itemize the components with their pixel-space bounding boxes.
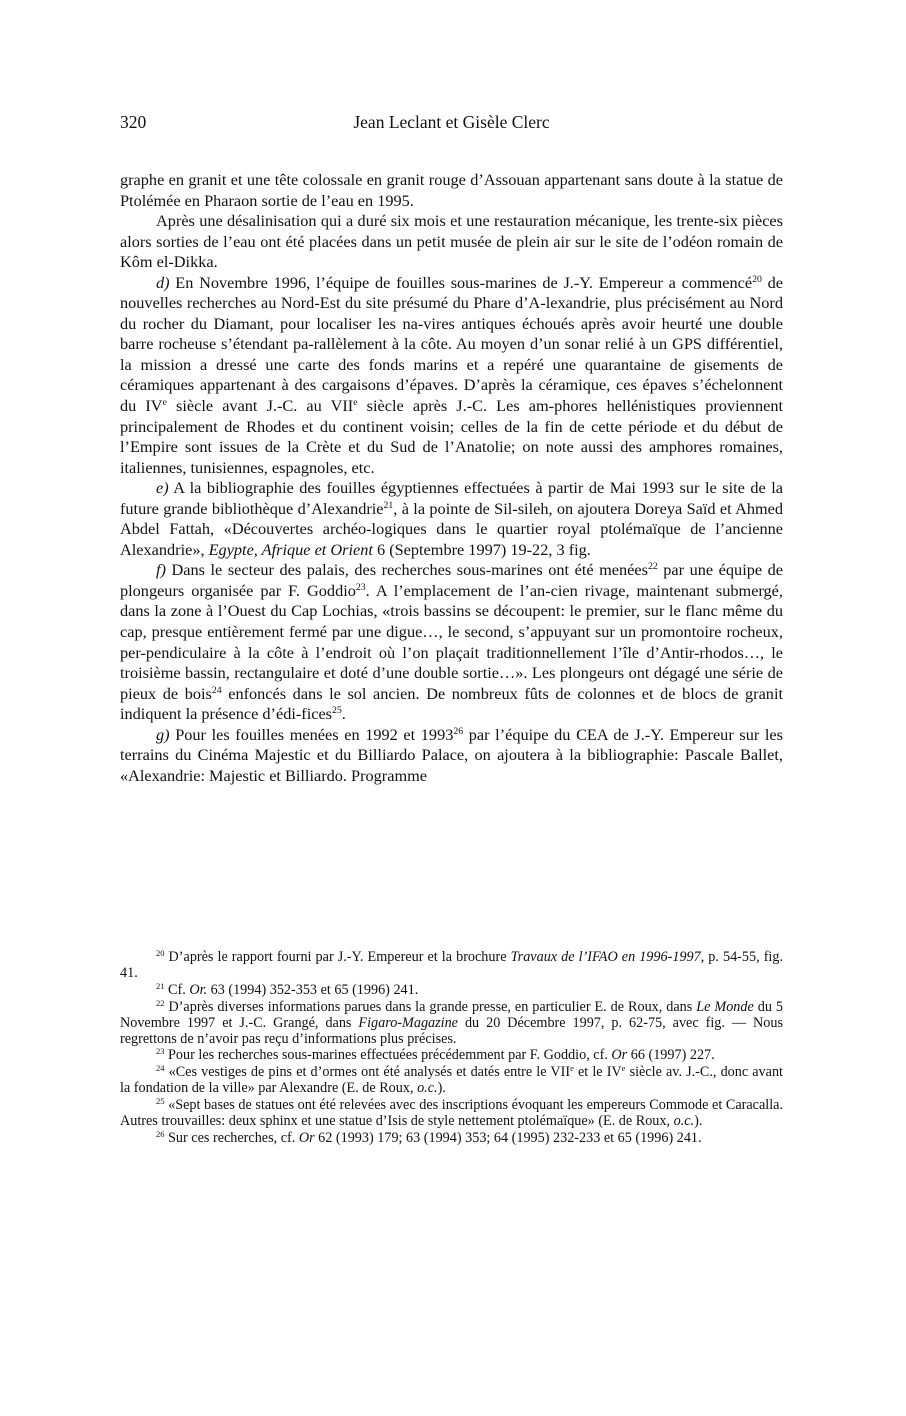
footnote-23: $^{23}$ Pour les recherches sous-marines effectuées précédemment par F. Goddio, cf. Or 66 (1997) 227.	[156, 1046, 715, 1064]
page-header	[120, 112, 783, 142]
footnotes	[120, 947, 784, 1148]
footnote-21: $^{21}$ Cf. Or. 63 (1994) 352-353 et 65 (1996) 241.	[156, 980, 419, 998]
footnote-20: $^{20}$ D’après le rapport fourni par J.-Y. Empereur et la brochure Travaux de l’IFAO en 1996-1997, p. 54-55, fig. 41.	[120, 947, 784, 981]
paragraph: e) A la bibliographie des fouilles égyptiennes effectuées à partir de Mai 1993 sur le site de la future grande bibliothèque d’Alexandrie$^{21}$, à la pointe de Sil-sileh, on ajoutera Doreya Saïd et Ahmed Abdel Fattah, «Découvertes archéo-logiques dans le quartier royal ptolémaïque de l’ancienne Alexandrie», Egypte, Afrique et Orient 6 (Septembre 1997) 19-22, 3 fig.	[120, 478, 784, 559]
running-head: Jean Leclant et Gisèle Clerc	[353, 112, 550, 132]
footnote-24: $^{24}$ «Ces vestiges de pins et d’ormes ont été analysés et datés entre le VIIe et le IVe siècle av. J.-C., donc avant la fondation de la ville» par Alexandre (E. de Roux, o.c.).	[120, 1063, 783, 1097]
paragraph: f) Dans le secteur des palais, des recherches sous-marines ont été menées$^{22}$ par une équipe de plongeurs organisée par F. Goddio$^{23}$. A l’emplacement de l’an-cien rivage, maintenant submergé, dans la zone à l’Ouest du Cap Lochias, «trois bassins se découpent: le premier, sur le flanc même du cap, presque entièrement fermé par une digue…, le second, s’appuyant sur un promontoire rocheux, per-pendiculaire à la côte à l’endroit où l’on plaçait traditionnellement l’île d’Antir-rhodos…, le troisième bassin, rectangulaire et doté d’une double sortie…». Les plongeurs ont dégagé une série de pieux de bois$^{24}$ enfoncés dans le sol ancien. De nombreux fûts de colonnes et de blocs de granit indiquent la présence d’édi-fices$^{25}$.	[120, 560, 784, 724]
paragraph: Après une désalinisation qui a duré six mois et une restauration mécanique, les trente-six pièces alors sorties de l’eau ont été placées dans un petit musée de plein air sur le site de l’odéon romain de Kôm el-Dikka.	[120, 211, 783, 272]
page-number: 320	[120, 112, 147, 132]
paragraph: d) En Novembre 1996, l’équipe de fouilles sous-marines de J.-Y. Empereur a commencé$^{20}$ de nouvelles recherches au Nord-Est du site présumé du Phare d’A-lexandrie, plus précisément au Nord du rocher du Diamant, pour localiser les na-vires antiques échoués après avoir heurté une double barre rocheuse s’étendant pa-rallèlement à la côte. Au moyen d’un sonar relié à un GPS différentiel, la mission a dressé une carte des fonds marins et a repéré une quarantaine de gisements de céramiques appartenant à des cargaisons d’épaves. D’après la céramique, ces épaves s’échelonnent du IVe siècle avant J.-C. au VIIe siècle après J.-C. Les am-phores hellénistiques proviennent principalement de Rhodes et du continent voisin; celles de la fin de cette période et du début de l’Empire sont issues de la Crète et du Sud de l’Anatolie; on note aussi des amphores romaines, italiennes, tunisiennes, espagnoles, etc.	[120, 272, 784, 477]
footnote-26: $^{26}$ Sur ces recherches, cf. Or 62 (1993) 179; 63 (1994) 353; 64 (1995) 232-233 et 65 (1996) 241.	[156, 1128, 702, 1146]
footnote-25: $^{25}$ «Sept bases de statues ont été relevées avec des inscriptions évoquant les empereurs Commode et Caracalla. Autres trouvailles: deux sphinx et une statue d’Isis de style nettement ptolémaïque» (E. de Roux, o.c.).	[120, 1096, 783, 1130]
paragraph: graphe en granit et une tête colossale en granit rouge d’Assouan appartenant sans doute à la statue de Ptolémée en Pharaon sortie de l’eau en 1995.	[120, 170, 783, 210]
page	[120, 112, 783, 786]
footnote-22: $^{22}$ D’après diverses informations parues dans la grande presse, en particulier E. de Roux, dans Le Monde du 5 Novembre 1997 et J.-C. Grangé, dans Figaro-Magazine du 20 Décembre 1997, p. 62-75, avec fig. — Nous regrettons de n’avoir pas reçu d’informations plus précises.	[120, 997, 783, 1047]
body-text	[120, 170, 783, 786]
paragraph: g) Pour les fouilles menées en 1992 et 1993$^{26}$ par l’équipe du CEA de J.-Y. Empereur sur les terrains du Cinéma Majestic et du Billiardo Palace, on ajoutera à la bibliographie: Pascale Ballet, «Alexandrie: Majestic et Billiardo. Programme	[120, 724, 783, 785]
